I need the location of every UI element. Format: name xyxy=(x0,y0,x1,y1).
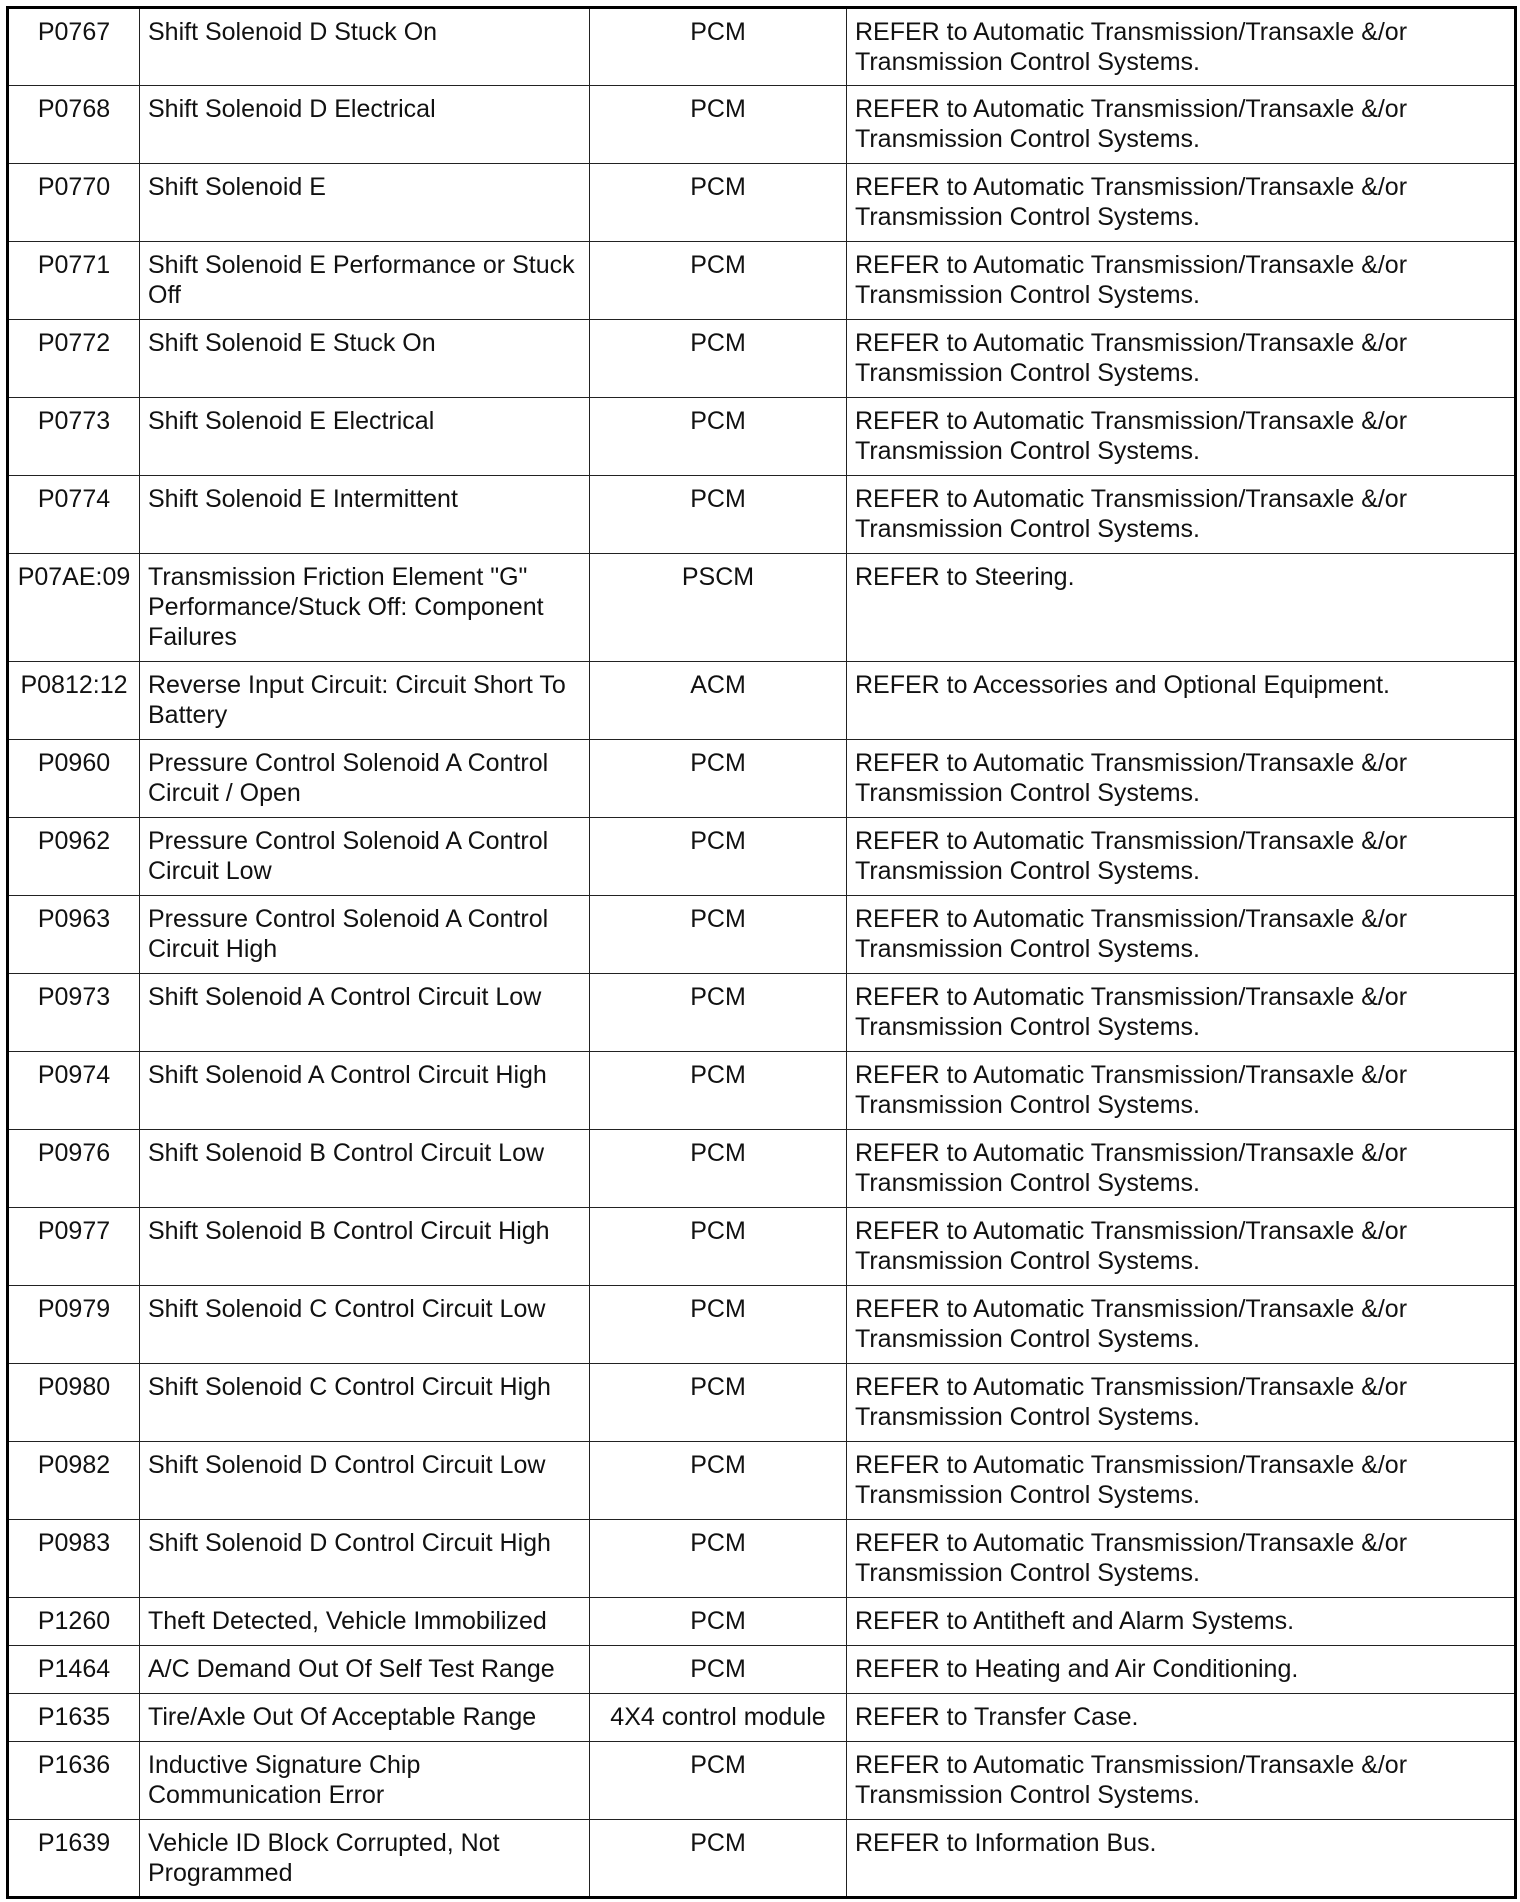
dtc-description: Transmission Friction Element "G" Performance/Stuck Off: Component Failures xyxy=(140,554,590,662)
dtc-code: P0774 xyxy=(8,476,140,554)
dtc-description: Shift Solenoid E Stuck On xyxy=(140,320,590,398)
dtc-description: Shift Solenoid E Performance or Stuck Off xyxy=(140,242,590,320)
dtc-module: PCM xyxy=(590,398,847,476)
dtc-action: REFER to Automatic Transmission/Transaxle &/or Transmission Control Systems. xyxy=(847,1052,1516,1130)
table-row xyxy=(8,8,1516,86)
dtc-description: Shift Solenoid D Electrical xyxy=(140,86,590,164)
dtc-action: REFER to Automatic Transmission/Transaxle &/or Transmission Control Systems. xyxy=(847,896,1516,974)
dtc-action: REFER to Automatic Transmission/Transaxle &/or Transmission Control Systems. xyxy=(847,8,1516,86)
dtc-action: REFER to Automatic Transmission/Transaxle &/or Transmission Control Systems. xyxy=(847,86,1516,164)
dtc-action: REFER to Steering. xyxy=(847,554,1516,662)
dtc-code: P0773 xyxy=(8,398,140,476)
dtc-code: P1636 xyxy=(8,1742,140,1820)
dtc-code: P1639 xyxy=(8,1820,140,1898)
dtc-description: Shift Solenoid D Control Circuit Low xyxy=(140,1442,590,1520)
dtc-module: PCM xyxy=(590,818,847,896)
dtc-code: P0982 xyxy=(8,1442,140,1520)
dtc-module: PCM xyxy=(590,974,847,1052)
dtc-action: REFER to Heating and Air Conditioning. xyxy=(847,1646,1516,1694)
dtc-description: Shift Solenoid E xyxy=(140,164,590,242)
dtc-code: P0977 xyxy=(8,1208,140,1286)
dtc-action: REFER to Automatic Transmission/Transaxle &/or Transmission Control Systems. xyxy=(847,740,1516,818)
dtc-module: PCM xyxy=(590,740,847,818)
dtc-code: P0976 xyxy=(8,1130,140,1208)
dtc-action: REFER to Automatic Transmission/Transaxle &/or Transmission Control Systems. xyxy=(847,974,1516,1052)
dtc-module: PCM xyxy=(590,1286,847,1364)
table-row xyxy=(8,554,1516,662)
dtc-description: Pressure Control Solenoid A Control Circuit Low xyxy=(140,818,590,896)
dtc-module: PCM xyxy=(590,1364,847,1442)
dtc-module: PCM xyxy=(590,1052,847,1130)
dtc-description: Shift Solenoid D Stuck On xyxy=(140,8,590,86)
dtc-action: REFER to Antitheft and Alarm Systems. xyxy=(847,1598,1516,1646)
dtc-module: PCM xyxy=(590,1520,847,1598)
dtc-module: PCM xyxy=(590,1130,847,1208)
table-row xyxy=(8,1442,1516,1520)
table-row xyxy=(8,164,1516,242)
dtc-action: REFER to Automatic Transmission/Transaxle &/or Transmission Control Systems. xyxy=(847,320,1516,398)
dtc-code: P1464 xyxy=(8,1646,140,1694)
dtc-code: P0983 xyxy=(8,1520,140,1598)
dtc-code: P0771 xyxy=(8,242,140,320)
dtc-action: REFER to Automatic Transmission/Transaxle &/or Transmission Control Systems. xyxy=(847,1286,1516,1364)
dtc-module: PCM xyxy=(590,320,847,398)
table-row xyxy=(8,1286,1516,1364)
dtc-action: REFER to Automatic Transmission/Transaxle &/or Transmission Control Systems. xyxy=(847,1742,1516,1820)
dtc-module: PCM xyxy=(590,8,847,86)
dtc-description: Vehicle ID Block Corrupted, Not Programmed xyxy=(140,1820,590,1898)
dtc-module: PSCM xyxy=(590,554,847,662)
dtc-module: PCM xyxy=(590,1598,847,1646)
dtc-code: P0979 xyxy=(8,1286,140,1364)
dtc-action: REFER to Automatic Transmission/Transaxle &/or Transmission Control Systems. xyxy=(847,242,1516,320)
dtc-module: PCM xyxy=(590,1820,847,1898)
dtc-action: REFER to Automatic Transmission/Transaxle &/or Transmission Control Systems. xyxy=(847,818,1516,896)
dtc-module: PCM xyxy=(590,86,847,164)
table-row xyxy=(8,1208,1516,1286)
table-row xyxy=(8,1598,1516,1646)
dtc-description: Pressure Control Solenoid A Control Circuit High xyxy=(140,896,590,974)
dtc-description: Shift Solenoid A Control Circuit Low xyxy=(140,974,590,1052)
dtc-module: PCM xyxy=(590,164,847,242)
dtc-description: Tire/Axle Out Of Acceptable Range xyxy=(140,1694,590,1742)
table-row xyxy=(8,476,1516,554)
dtc-description: Shift Solenoid C Control Circuit Low xyxy=(140,1286,590,1364)
table-row xyxy=(8,1742,1516,1820)
dtc-action: REFER to Automatic Transmission/Transaxle &/or Transmission Control Systems. xyxy=(847,164,1516,242)
dtc-code: P0973 xyxy=(8,974,140,1052)
dtc-description: Shift Solenoid C Control Circuit High xyxy=(140,1364,590,1442)
dtc-module: ACM xyxy=(590,662,847,740)
table-row xyxy=(8,974,1516,1052)
dtc-description: Shift Solenoid B Control Circuit High xyxy=(140,1208,590,1286)
dtc-module: PCM xyxy=(590,476,847,554)
table-row xyxy=(8,896,1516,974)
dtc-action: REFER to Automatic Transmission/Transaxle &/or Transmission Control Systems. xyxy=(847,1208,1516,1286)
dtc-module: PCM xyxy=(590,1646,847,1694)
dtc-code: P0770 xyxy=(8,164,140,242)
dtc-code: P0962 xyxy=(8,818,140,896)
table-row xyxy=(8,86,1516,164)
dtc-code: P0974 xyxy=(8,1052,140,1130)
dtc-action: REFER to Automatic Transmission/Transaxle &/or Transmission Control Systems. xyxy=(847,1364,1516,1442)
dtc-code: P0772 xyxy=(8,320,140,398)
table-row xyxy=(8,662,1516,740)
dtc-module: 4X4 control module xyxy=(590,1694,847,1742)
table-row xyxy=(8,1820,1516,1898)
dtc-action: REFER to Information Bus. xyxy=(847,1820,1516,1898)
dtc-module: PCM xyxy=(590,242,847,320)
dtc-module: PCM xyxy=(590,1742,847,1820)
table-row xyxy=(8,1130,1516,1208)
dtc-description: Shift Solenoid A Control Circuit High xyxy=(140,1052,590,1130)
dtc-action: REFER to Automatic Transmission/Transaxle &/or Transmission Control Systems. xyxy=(847,476,1516,554)
dtc-action: REFER to Accessories and Optional Equipment. xyxy=(847,662,1516,740)
dtc-description: Shift Solenoid D Control Circuit High xyxy=(140,1520,590,1598)
table-row xyxy=(8,1694,1516,1742)
dtc-code: P0812:12 xyxy=(8,662,140,740)
table-row xyxy=(8,398,1516,476)
dtc-code: P0963 xyxy=(8,896,140,974)
dtc-module: PCM xyxy=(590,1442,847,1520)
table-row xyxy=(8,1520,1516,1598)
dtc-code: P0767 xyxy=(8,8,140,86)
dtc-code: P1260 xyxy=(8,1598,140,1646)
dtc-description: Theft Detected, Vehicle Immobilized xyxy=(140,1598,590,1646)
table-row xyxy=(8,1052,1516,1130)
dtc-description: Pressure Control Solenoid A Control Circuit / Open xyxy=(140,740,590,818)
table-row xyxy=(8,818,1516,896)
dtc-code: P0768 xyxy=(8,86,140,164)
dtc-action: REFER to Automatic Transmission/Transaxle &/or Transmission Control Systems. xyxy=(847,1442,1516,1520)
dtc-description: Reverse Input Circuit: Circuit Short To Battery xyxy=(140,662,590,740)
dtc-description: Inductive Signature Chip Communication Error xyxy=(140,1742,590,1820)
dtc-action: REFER to Automatic Transmission/Transaxle &/or Transmission Control Systems. xyxy=(847,1520,1516,1598)
dtc-code: P0980 xyxy=(8,1364,140,1442)
table-row xyxy=(8,320,1516,398)
table-row xyxy=(8,242,1516,320)
dtc-description: Shift Solenoid E Intermittent xyxy=(140,476,590,554)
table-row xyxy=(8,1364,1516,1442)
dtc-module: PCM xyxy=(590,896,847,974)
dtc-table xyxy=(6,6,1517,1899)
table-row xyxy=(8,740,1516,818)
dtc-table-body xyxy=(8,8,1516,1898)
dtc-description: Shift Solenoid E Electrical xyxy=(140,398,590,476)
dtc-action: REFER to Automatic Transmission/Transaxle &/or Transmission Control Systems. xyxy=(847,1130,1516,1208)
dtc-code: P1635 xyxy=(8,1694,140,1742)
dtc-module: PCM xyxy=(590,1208,847,1286)
table-row xyxy=(8,1646,1516,1694)
dtc-code: P07AE:09 xyxy=(8,554,140,662)
dtc-description: A/C Demand Out Of Self Test Range xyxy=(140,1646,590,1694)
dtc-action: REFER to Transfer Case. xyxy=(847,1694,1516,1742)
dtc-code: P0960 xyxy=(8,740,140,818)
dtc-description: Shift Solenoid B Control Circuit Low xyxy=(140,1130,590,1208)
dtc-action: REFER to Automatic Transmission/Transaxle &/or Transmission Control Systems. xyxy=(847,398,1516,476)
